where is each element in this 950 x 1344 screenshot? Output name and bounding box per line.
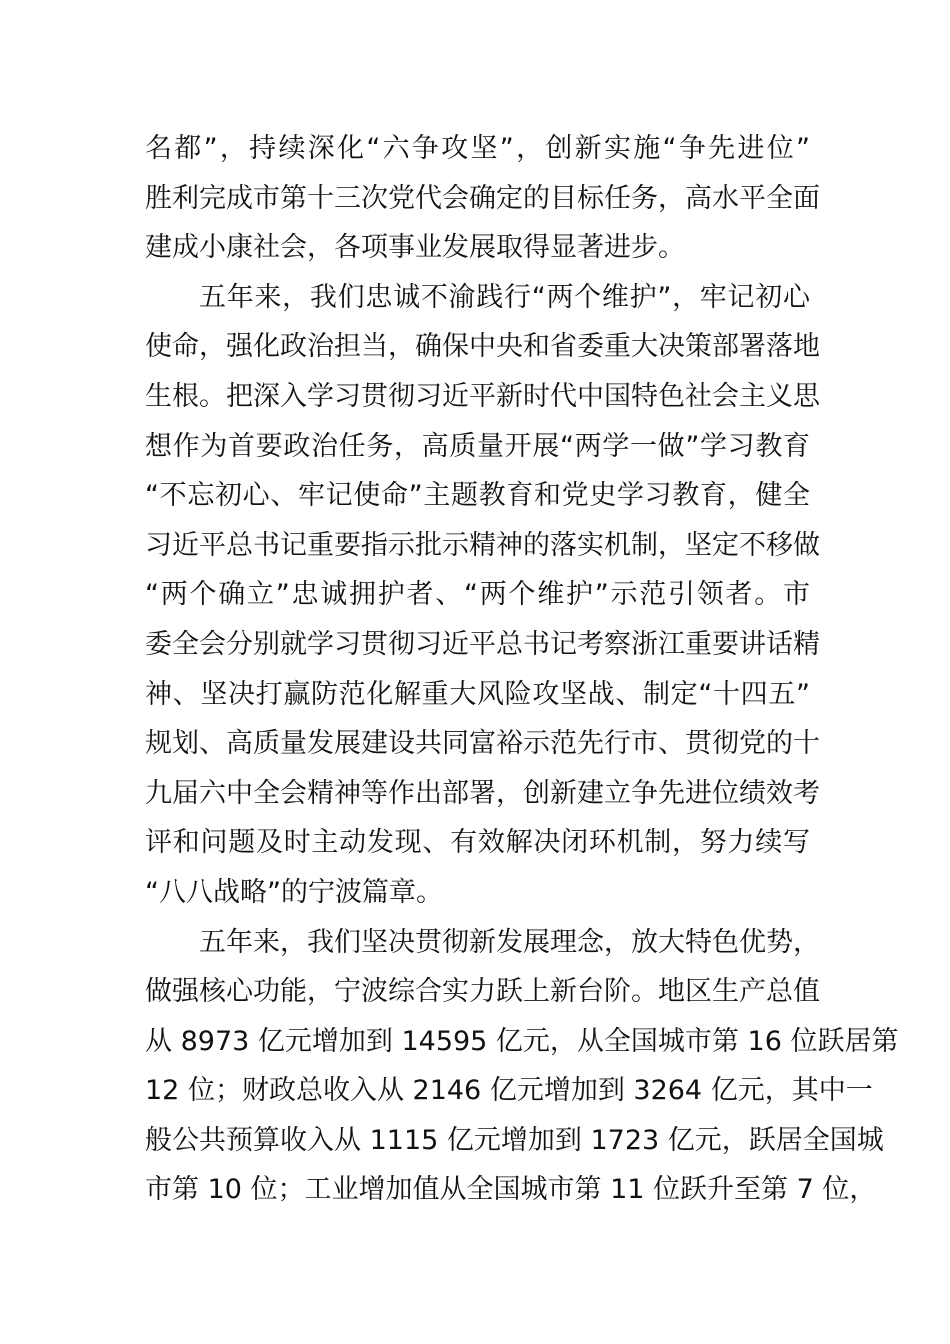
text-line: 胜利完成市第十三次党代会确定的目标任务，高水平全面 xyxy=(145,182,820,214)
text-line: 般公共预算收入从 1115 亿元增加到 1723 亿元，跃居全国城 xyxy=(145,1124,884,1156)
body-text xyxy=(145,124,899,1215)
text-line: 想作为首要政治任务，高质量开展“两学一做”学习教育 xyxy=(145,430,810,462)
text-line: 从 8973 亿元增加到 14595 亿元，从全国城市第 16 位跃居第 xyxy=(145,1025,899,1057)
text-line: 名都”，持续深化“六争攻坚”，创新实施“争先进位” xyxy=(145,133,810,164)
text-line: 建成小康社会，各项事业发展取得显著进步。 xyxy=(145,232,685,264)
text-line: “两个确立”忠诚拥护者、“两个维护”示范引领者。市 xyxy=(145,579,810,611)
text-line: 五年来，我们忠诚不渝践行“两个维护”，牢记初心 xyxy=(199,281,810,313)
text-line: 规划、高质量发展建设共同富裕示范先行市、贯彻党的十 xyxy=(145,728,820,760)
text-line: 使命，强化政治担当，确保中央和省委重大决策部署落地 xyxy=(145,331,820,363)
text-line: “不忘初心、牢记使命”主题教育和党史学习教育，健全 xyxy=(145,480,810,512)
text-line: 九届六中全会精神等作出部署，创新建立争先进位绩效考 xyxy=(145,777,820,809)
text-line: 生根。把深入学习贯彻习近平新时代中国特色社会主义思 xyxy=(145,380,820,412)
text-line: 委全会分别就学习贯彻习近平总书记考察浙江重要讲话精 xyxy=(145,628,820,660)
text-line: 做强核心功能，宁波综合实力跃上新台阶。地区生产总值 xyxy=(145,976,820,1008)
text-line: 五年来，我们坚决贯彻新发展理念，放大特色优势， xyxy=(199,926,820,958)
text-line: 12 位；财政总收入从 2146 亿元增加到 3264 亿元，其中一 xyxy=(145,1075,873,1107)
text-line: 习近平总书记重要指示批示精神的落实机制，坚定不移做 xyxy=(145,529,820,561)
text-line: 市第 10 位；工业增加值从全国城市第 11 位跃升至第 7 位， xyxy=(145,1174,877,1206)
text-line: 神、坚决打赢防范化解重大风险攻坚战、制定“十四五” xyxy=(145,678,810,710)
text-line: 评和问题及时主动发现、有效解决闭环机制，努力续写 xyxy=(145,827,810,859)
text-line: “八八战略”的宁波篇章。 xyxy=(145,876,443,908)
